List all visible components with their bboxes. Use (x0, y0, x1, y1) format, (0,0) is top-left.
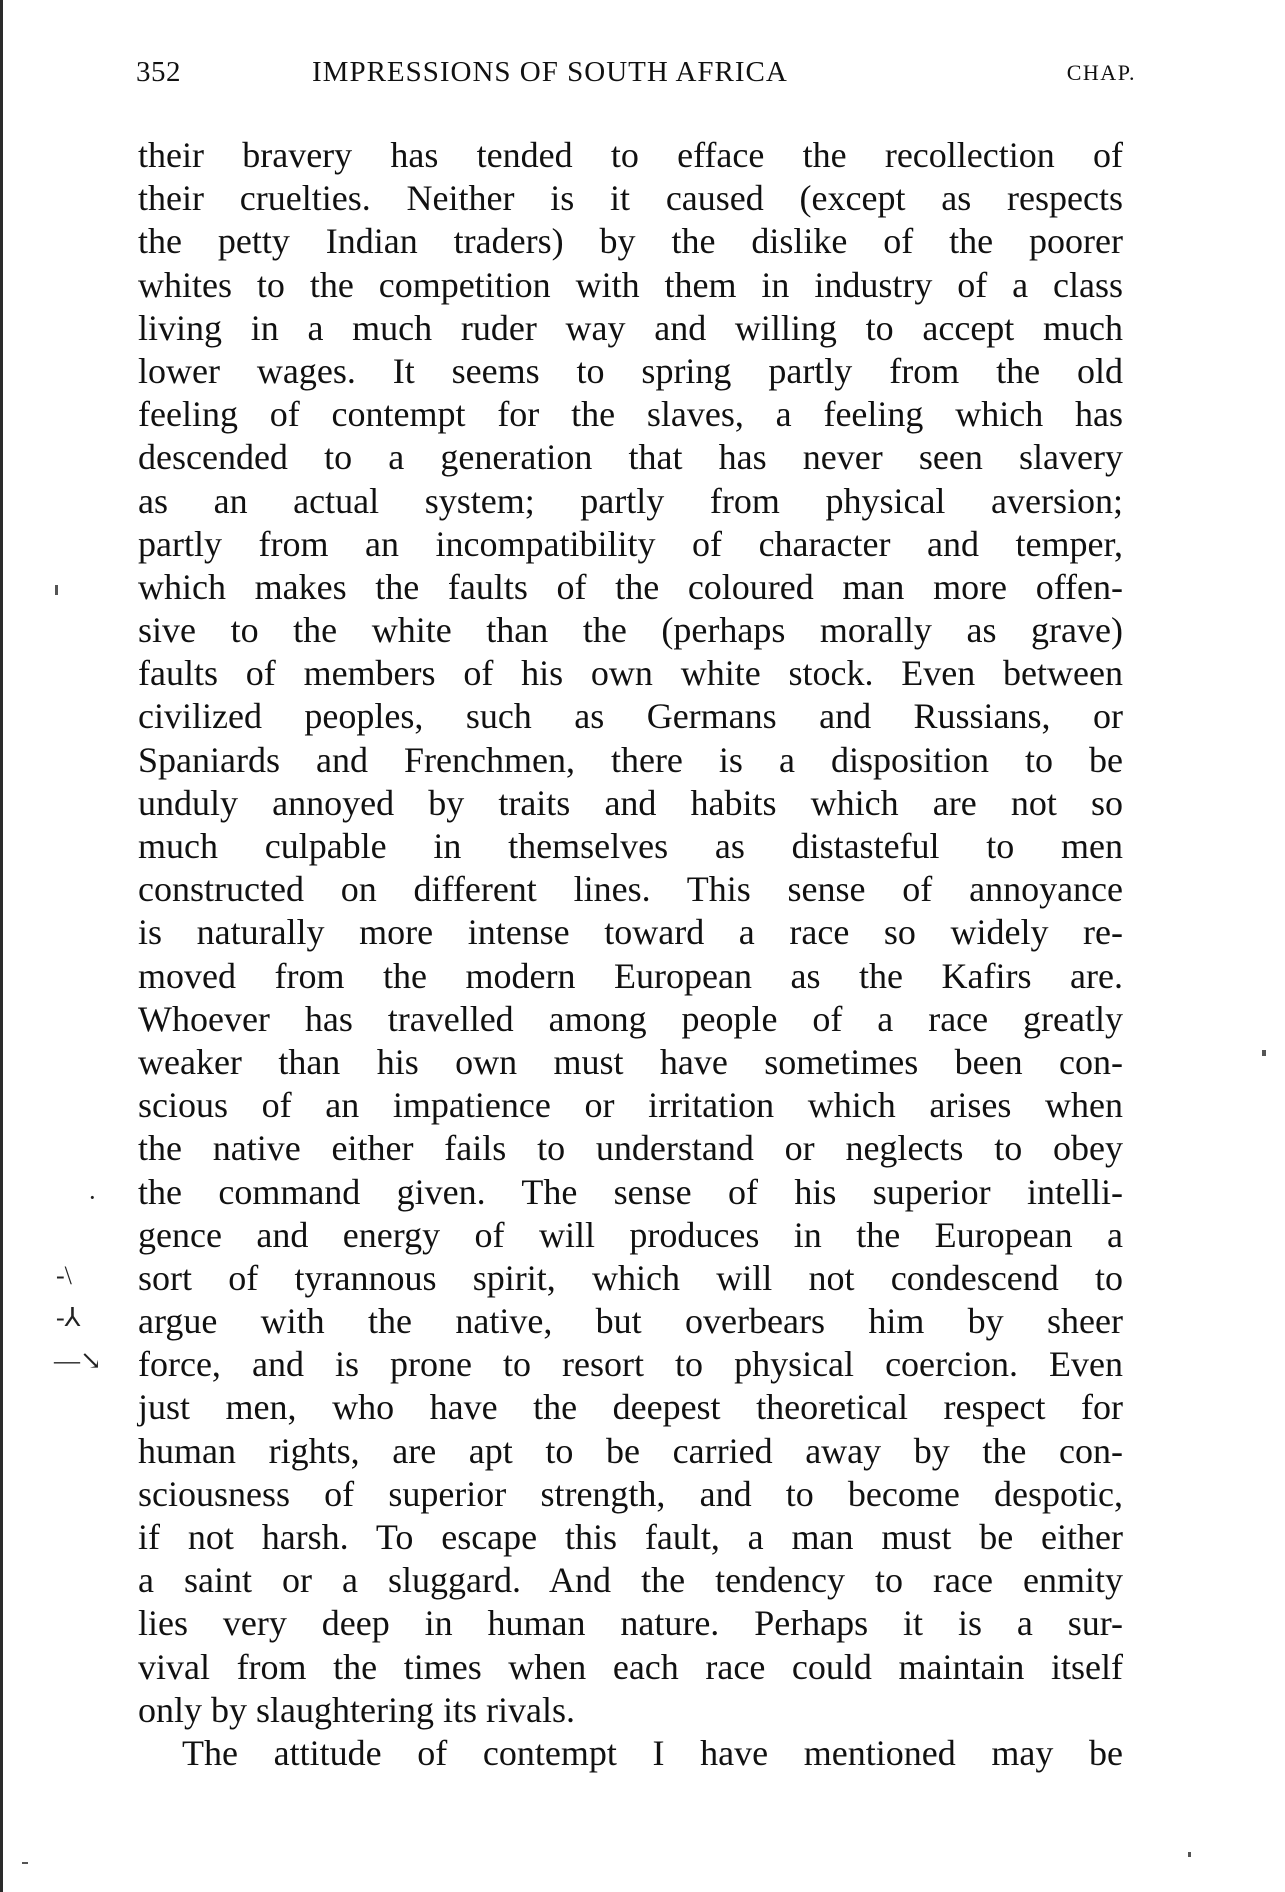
text-line: lies very deep in human nature. Perhaps it is a sur- (138, 1603, 1123, 1644)
text-line: the petty Indian traders) by the dislike of the poorer (138, 221, 1123, 262)
text-line: much culpable in themselves as distasteful to men (138, 826, 1123, 866)
paper-speck (1262, 1050, 1266, 1056)
text-line: sciousness of superior strength, and to become despotic, (138, 1473, 1123, 1514)
text-line: feeling of contempt for the slaves, a feeling which has (138, 394, 1123, 435)
page-number: 352 (136, 56, 181, 88)
margin-pointer-mark: -⅄ (56, 1303, 81, 1332)
running-head (136, 56, 1136, 96)
text-line: unduly annoyed by traits and habits which are not so (138, 782, 1123, 823)
margin-dot: · (88, 1183, 97, 1212)
text-line: sort of tyrannous spirit, which will not condescend to (138, 1257, 1123, 1298)
text-line: constructed on different lines. This sense of annoyance (138, 869, 1123, 910)
margin-pointer-mark: -\ (56, 1261, 72, 1290)
text-line: if not harsh. To escape this fault, a man must be either (138, 1517, 1123, 1557)
text-line: descended to a generation that has never seen slavery (138, 437, 1123, 478)
text-line: their bravery has tended to efface the recollection of (138, 135, 1123, 175)
text-line: civilized peoples, such as Germans and Russians, or (138, 696, 1123, 737)
text-line: just men, who have the deepest theoretical respect for (138, 1387, 1123, 1428)
text-line: living in a much ruder way and willing to accept much (138, 307, 1123, 348)
text-line: the command given. The sense of his superior intelli- (138, 1171, 1123, 1212)
chapter-label: CHAP. (1066, 60, 1136, 85)
running-title: IMPRESSIONS OF SOUTH AFRICA (312, 56, 788, 88)
text-line: which makes the faults of the coloured man more offen- (138, 566, 1123, 607)
text-line: Spaniards and Frenchmen, there is a disposition to be (138, 739, 1123, 780)
text-line: is naturally more intense toward a race so widely re- (138, 912, 1123, 953)
text-line: Whoever has travelled among people of a race greatly (138, 998, 1123, 1039)
text-line: force, and is prone to resort to physical coercion. Even (138, 1344, 1123, 1385)
text-line: their cruelties. Neither is it caused (except as respects (138, 178, 1123, 219)
text-line: the native either fails to understand or neglects to obey (138, 1128, 1123, 1169)
text-line: sive to the white than the (perhaps morally as grave) (138, 610, 1123, 651)
text-line: human rights, are apt to be carried away by the con- (138, 1430, 1123, 1471)
page-edge-shadow (0, 0, 3, 1892)
margin-pointer-mark: —↘ (54, 1346, 102, 1375)
text-line: scious of an impatience or irritation which arises when (138, 1085, 1123, 1126)
text-line: whites to the competition with them in industry of a class (138, 264, 1123, 305)
paper-speck (1188, 1852, 1191, 1857)
paper-speck (22, 1862, 28, 1864)
text-line: gence and energy of will produces in the European a (138, 1214, 1123, 1255)
text-line: faults of members of his own white stock. Even between (138, 653, 1123, 694)
text-line: lower wages. It seems to spring partly from the old (138, 350, 1123, 391)
text-line: moved from the modern European as the Kafirs are. (138, 955, 1123, 996)
paragraph-end-line: only by slaughtering its rivals. (138, 1689, 575, 1730)
paper-speck (55, 585, 58, 595)
paragraph-start-line: The attitude of contempt I have mentioned may be (182, 1732, 1123, 1773)
text-line: partly from an incompatibility of character and temper, (138, 523, 1123, 564)
text-line: vival from the times when each race could maintain itself (138, 1646, 1123, 1687)
text-line: as an actual system; partly from physical aversion; (138, 480, 1123, 521)
text-line: a saint or a sluggard. And the tendency to race enmity (138, 1560, 1123, 1601)
text-line: argue with the native, but overbears him by sheer (138, 1301, 1123, 1342)
body-text (138, 134, 1123, 1775)
text-line: weaker than his own must have sometimes been con- (138, 1041, 1123, 1082)
